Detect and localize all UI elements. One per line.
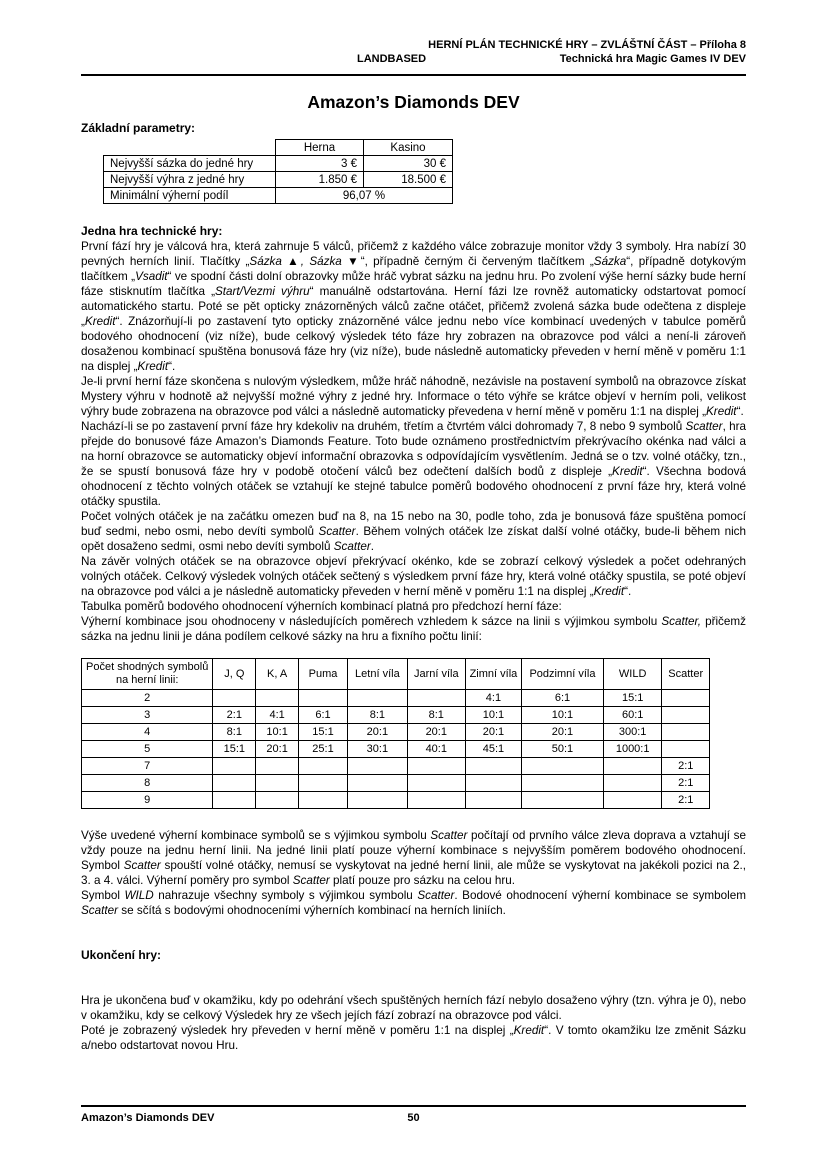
table-cell: Minimální výherní podíl — [104, 188, 276, 204]
footer-rule — [81, 1105, 746, 1107]
basic-params-table — [103, 139, 453, 204]
table-cell: 40:1 — [407, 741, 465, 758]
table-cell — [256, 690, 299, 707]
table-cell: Jarní víla — [407, 659, 465, 690]
paragraph-after-end: Poté je zobrazený výsledek hry převeden v herní měně v poměru 1:1 na displej „Kredit“. V tomto okamžiku lze změnit Sázku a/nebo odstartovat novou Hru. — [81, 1024, 746, 1052]
table-cell — [213, 792, 256, 809]
table-cell — [522, 792, 604, 809]
table-row — [82, 707, 710, 724]
table-cell — [347, 775, 407, 792]
table-cell: 4:1 — [465, 690, 521, 707]
header-title: HERNÍ PLÁN TECHNICKÉ HRY – ZVLÁŠTNÍ ČÁST – Příloha 8 — [428, 39, 746, 51]
table-cell: J, Q — [213, 659, 256, 690]
table-cell: 8:1 — [407, 707, 465, 724]
paragraph-combos: Výše uvedené výherní kombinace symbolů se s výjimkou symbolu Scatter počítají od prvního válce zleva doprava a vztahují se vždy pouze na jednu herní linii. Na jedné linii platí pouze výherní kombinace s nejvyšším poměrem bodového ohodnocení. Symbol Scatter spouští volné otáčky, nemusí se vyskytovat na jedné herní linii, ale může se vyskytovat na jakékoli pozici na 2., 3. a 4. válci. Výherní poměry pro symbol Scatter platí pouze pro sázku na celou hru. — [81, 829, 746, 887]
table-cell: WILD — [603, 659, 662, 690]
footer-page-number: 50 — [407, 1112, 420, 1124]
table-cell: 8:1 — [213, 724, 256, 741]
table-cell: 5 — [82, 741, 213, 758]
after-table-body — [81, 828, 746, 918]
payout-table-body — [82, 659, 710, 809]
table-cell — [662, 690, 710, 707]
table-cell — [104, 140, 276, 156]
table-cell — [407, 758, 465, 775]
table-cell — [465, 775, 521, 792]
ending-section-body — [81, 993, 746, 1053]
table-cell — [256, 775, 299, 792]
ending-section-heading: Ukončení hry: — [81, 948, 162, 962]
table-cell: 6:1 — [299, 707, 348, 724]
table-cell: Kasino — [364, 140, 453, 156]
table-cell: 2:1 — [662, 775, 710, 792]
table-row — [82, 758, 710, 775]
paragraph-table-intro-2: Výherní kombinace jsou ohodnoceny v následujících poměrech vzhledem k sázce na linii s výjimkou symbolu Scatter, přičemž sázka na jednu linii je dána podílem celkové sázky na hru a fixního počtu linií: — [81, 615, 746, 643]
table-cell: 50:1 — [522, 741, 604, 758]
table-cell: 15:1 — [299, 724, 348, 741]
table-cell — [213, 775, 256, 792]
table-cell: 20:1 — [465, 724, 521, 741]
table-cell: 60:1 — [603, 707, 662, 724]
paragraph-wild: Symbol WILD nahrazuje všechny symboly s výjimkou symbolu Scatter. Bodové ohodnocení výherní kombinace se symbolem Scatter se sčítá s bodovými ohodnoceními výherních kombinací na herních liniích. — [81, 889, 746, 917]
table-cell: Podzimní víla — [522, 659, 604, 690]
payout-table — [81, 658, 710, 809]
table-cell: K, A — [256, 659, 299, 690]
table-cell: 96,07 % — [276, 188, 453, 204]
table-cell: Herna — [276, 140, 364, 156]
paragraph-free-spins-count: Počet volných otáček je na začátku omezen buď na 8, na 15 nebo na 30, podle toho, zda je bonusová fáze spuštěna pomocí buď sedmi, nebo osmi, nebo devíti symbolů Scatter. Během volných otáček lze získat další volné otáčky, bude-li během nich opět dosaženo sedmi, osmi nebo devíti symbolů Scatter. — [81, 510, 747, 553]
table-cell: 30 € — [364, 156, 453, 172]
table-cell — [347, 758, 407, 775]
table-row — [104, 156, 453, 172]
table-cell: 20:1 — [256, 741, 299, 758]
table-cell — [407, 775, 465, 792]
paragraph-free-spins-end: Na závěr volných otáček se na obrazovce objeví překrývací okénko, kde se zobrazí celkový výsledek a počet odehraných volných otáček. Celkový výsledek volných otáček sečtený s výsledkem první fáze hry, která volné otáčky spustila, se poté objeví na obrazovce pod válci a je následně automaticky převeden v herní měně v poměru 1:1 na displej „Kredit“. — [81, 555, 746, 598]
table-cell: Scatter — [662, 659, 710, 690]
footer-row — [81, 1111, 746, 1125]
table-row — [104, 172, 453, 188]
table-cell: 2:1 — [662, 792, 710, 809]
table-cell: Zimní víla — [465, 659, 521, 690]
table-cell — [256, 792, 299, 809]
table-cell: 3 € — [276, 156, 364, 172]
table-row — [104, 188, 453, 204]
table-cell: Počet shodných symbolů na herní linii: — [82, 659, 213, 690]
table-cell: 25:1 — [299, 741, 348, 758]
table-cell — [522, 758, 604, 775]
paragraph-mystery: Je-li první herní fáze skončena s nulovým výsledkem, může hráč náhodně, nezávisle na postavení symbolů na obrazovce získat Mystery výhru v hodnotě až nejvyšší možné výhry z jedné hry. Informace o této výhře se krátce objeví v herním poli, velikost výhry bude zobrazena na obrazovce pod válci a následně automaticky převedena v herní měně v poměru 1:1 na displej „Kredit“. — [81, 375, 746, 418]
paragraph-bonus: Nachází-li se po zastavení první fáze hry kdekoliv na druhém, třetím a čtvrtém válci dohromady 7, 8 nebo 9 symbolů Scatter, hra přejde do bonusové fáze Amazon’s Diamonds Feature. Toto bude oznámeno prostřednictvím překrývacího okénka nad válci a na horní obrazovce se automaticky objeví informační obrazovka s odpovídajícím vysvětlením. Jedná se o tzv. volné otáčky, tzn., že se spustí bonusová fáze hry v podobě otočení válců bez odečtení dalších bodů z displeje „Kredit“. Všechna bodová ohodnocení z těchto volných otáček se vztahují ke stejné tabulce poměrů bodového ohodnocení z první fáze hry, která volné otáčky spustila. — [81, 420, 747, 508]
table-cell — [662, 707, 710, 724]
table-cell: 10:1 — [256, 724, 299, 741]
table-cell: 2:1 — [662, 758, 710, 775]
page-footer — [81, 1105, 746, 1125]
table-cell: 1000:1 — [603, 741, 662, 758]
footer-game-name: Amazon’s Diamonds DEV — [81, 1112, 215, 1124]
table-cell: Nejvyšší sázka do jedné hry — [104, 156, 276, 172]
table-cell: 300:1 — [603, 724, 662, 741]
table-cell: 30:1 — [347, 741, 407, 758]
table-cell: 4 — [82, 724, 213, 741]
table-cell — [603, 758, 662, 775]
table-row — [82, 775, 710, 792]
header-subtitle-row — [81, 52, 746, 66]
table-cell: 15:1 — [603, 690, 662, 707]
table-cell: 9 — [82, 792, 213, 809]
game-section-body — [81, 239, 746, 644]
table-cell — [347, 792, 407, 809]
paragraph-table-intro-1: Tabulka poměrů bodového ohodnocení výherních kombinací platná pro předchozí herní fáze: — [81, 600, 562, 613]
table-cell: 20:1 — [522, 724, 604, 741]
header-game-name: Technická hra Magic Games IV DEV — [559, 53, 746, 65]
table-cell: 18.500 € — [364, 172, 453, 188]
table-cell — [465, 758, 521, 775]
table-cell: 8 — [82, 775, 213, 792]
table-cell: 1.850 € — [276, 172, 364, 188]
table-cell — [465, 792, 521, 809]
table-cell — [299, 792, 348, 809]
table-cell: 20:1 — [407, 724, 465, 741]
table-cell — [662, 741, 710, 758]
table-cell: 10:1 — [465, 707, 521, 724]
table-cell — [603, 775, 662, 792]
table-cell — [407, 690, 465, 707]
table-cell: Nejvyšší výhra z jedné hry — [104, 172, 276, 188]
table-cell — [213, 758, 256, 775]
table-row — [82, 659, 710, 690]
table-cell: Puma — [299, 659, 348, 690]
table-cell: 45:1 — [465, 741, 521, 758]
table-cell: 6:1 — [522, 690, 604, 707]
table-cell — [603, 792, 662, 809]
table-cell — [299, 775, 348, 792]
table-cell — [347, 690, 407, 707]
table-cell: 20:1 — [347, 724, 407, 741]
table-cell: 2:1 — [213, 707, 256, 724]
game-section-heading: Jedna hra technické hry: — [81, 224, 223, 238]
table-cell: 7 — [82, 758, 213, 775]
table-cell — [522, 775, 604, 792]
basic-params-heading: Základní parametry: — [81, 121, 196, 135]
table-cell: Letní víla — [347, 659, 407, 690]
table-cell: 3 — [82, 707, 213, 724]
table-cell — [407, 792, 465, 809]
table-row — [82, 724, 710, 741]
table-row — [104, 140, 453, 156]
basic-params-table-body — [104, 140, 453, 204]
table-cell — [299, 758, 348, 775]
table-row — [82, 741, 710, 758]
page-title: Amazon’s Diamonds DEV — [307, 92, 520, 112]
table-cell — [662, 724, 710, 741]
paragraph-end-conditions: Hra je ukončena buď v okamžiku, kdy po odehrání všech spuštěných herních fází nebylo dosaženo výhry (tzn. výhra je 0), nebo v okamžiku, kdy se celkový Výsledek hry ze všech jejích fází zobrazí na obrazovce pod válci. — [81, 994, 746, 1022]
table-cell — [299, 690, 348, 707]
table-row — [82, 792, 710, 809]
table-cell — [256, 758, 299, 775]
table-cell: 4:1 — [256, 707, 299, 724]
header-landbased: LANDBASED — [357, 53, 427, 65]
table-cell — [213, 690, 256, 707]
table-cell: 8:1 — [347, 707, 407, 724]
table-cell: 10:1 — [522, 707, 604, 724]
table-cell: 2 — [82, 690, 213, 707]
footer-spacer — [524, 1111, 746, 1125]
header-rule — [81, 74, 746, 76]
table-cell: 15:1 — [213, 741, 256, 758]
paragraph-intro: První fází hry je válcová hra, která zahrnuje 5 válců, přičemž z každého válce zobrazuje monitor vždy 3 symboly. Hra nabízí 30 pevných herních linií. Tlačítky „Sázka ▲, Sázka ▼“, případně černým či červeným tlačítkem „Sázka“, případně dotykovým tlačítkem „Vsadit“ ve spodní části dolní obrazovky může hráč vybrat sázku na jednu hru. Po zvolení výše herní sázky bude herní fáze stisknutím tlačítka „Start/Vezmi výhru“ manuálně odstartována. Herní fázi lze rovněž automaticky odstartovat pomocí automatického startu. Poté se pět opticky znázorněných válců začne otáčet, přičemž zvolená sázka bude odečtena z displeje „Kredit“. Znázorňují-li po zastavení tyto opticky znázorněné válce jednu nebo více kombinací uvedených v tabulce poměrů bodového ohodnocení (viz níže), bude celkový výsledek této fáze hry zobrazen na obrazovce pod válci a není-li zároveň dosaženou kombinací spuštěna bonusová fáze hry (viz níže), bude následně automaticky převeden v herní měně v poměru 1:1 na displej „Kredit“. — [81, 240, 747, 373]
table-row — [82, 690, 710, 707]
